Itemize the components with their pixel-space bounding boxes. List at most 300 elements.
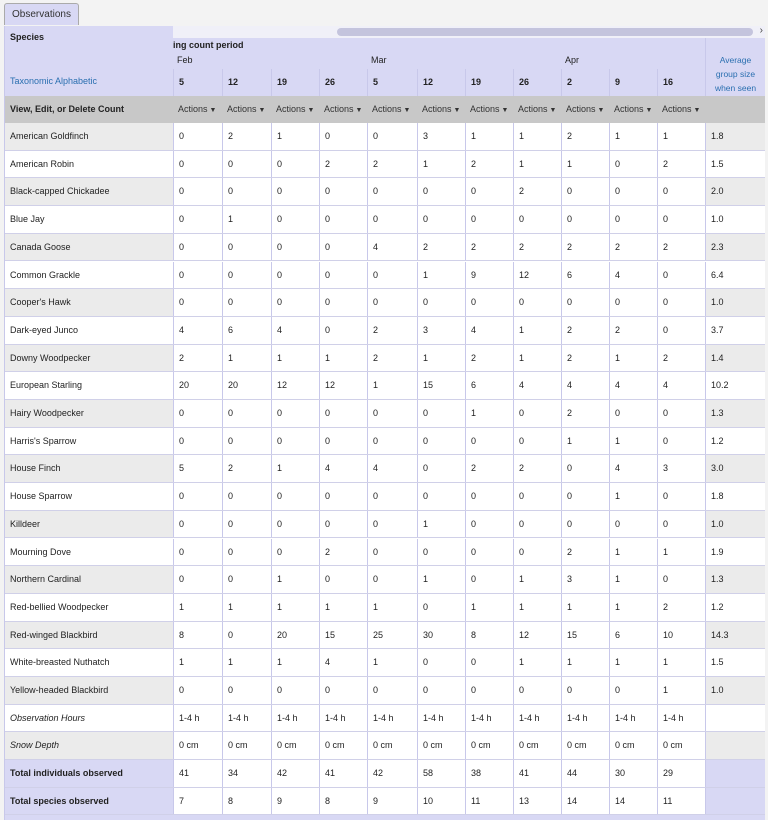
count-cell[interactable]: 1	[657, 649, 705, 676]
table-row	[5, 317, 765, 345]
count-cell: 1-4 h	[657, 705, 705, 732]
average-cell	[705, 732, 765, 759]
scrollbar-thumb[interactable]	[337, 28, 753, 36]
count-cell[interactable]: 1	[609, 649, 657, 676]
count-cell: 0 cm	[609, 732, 657, 759]
actions-dropdown[interactable]	[367, 96, 417, 123]
count-cell[interactable]: 15	[561, 622, 609, 649]
count-cell[interactable]: 1	[609, 345, 657, 372]
count-cell[interactable]: 0	[561, 677, 609, 704]
count-cell[interactable]: 1	[271, 123, 319, 150]
count-cell[interactable]: 0	[271, 428, 319, 455]
count-cell[interactable]: 0	[173, 151, 222, 178]
count-cell[interactable]: 12	[513, 262, 561, 289]
row-label: Mourning Dove	[5, 539, 173, 566]
count-cell[interactable]: 0	[465, 539, 513, 566]
count-cell[interactable]: 0	[271, 151, 319, 178]
count-cell[interactable]: 2	[319, 539, 367, 566]
count-cell: 44	[561, 760, 609, 787]
count-cell[interactable]: 0	[173, 428, 222, 455]
count-cell[interactable]: 0	[465, 677, 513, 704]
count-cell[interactable]: 1	[222, 649, 271, 676]
count-cell[interactable]: 1	[609, 483, 657, 510]
count-cell[interactable]: 0	[173, 123, 222, 150]
count-cell[interactable]: 1	[609, 594, 657, 621]
count-cell[interactable]: 0	[222, 151, 271, 178]
count-cell[interactable]: 0	[367, 483, 417, 510]
average-cell: 14.3	[705, 622, 765, 649]
count-cell[interactable]: 1	[465, 400, 513, 427]
count-cell[interactable]: 0	[609, 289, 657, 316]
count-cell[interactable]: 0	[465, 289, 513, 316]
row-label: Cooper's Hawk	[5, 289, 173, 316]
count-cell[interactable]: 0	[222, 289, 271, 316]
count-cell[interactable]: 0	[609, 400, 657, 427]
count-cell[interactable]: 2	[367, 317, 417, 344]
actions-dropdown[interactable]	[561, 96, 609, 123]
count-cell[interactable]: 0	[367, 566, 417, 593]
count-cell[interactable]: 1	[417, 566, 465, 593]
count-cell: 58	[417, 760, 465, 787]
count-cell[interactable]: 2	[222, 455, 271, 482]
count-cell[interactable]: 0	[367, 206, 417, 233]
count-cell[interactable]: 0	[271, 400, 319, 427]
count-cell[interactable]: 2	[609, 234, 657, 261]
count-cell[interactable]: 0	[513, 289, 561, 316]
count-cell[interactable]: 0	[417, 178, 465, 205]
count-cell[interactable]: 0	[465, 511, 513, 538]
average-cell: 2.0	[705, 178, 765, 205]
count-cell[interactable]: 2	[561, 345, 609, 372]
count-cell[interactable]: 0	[657, 483, 705, 510]
count-cell[interactable]: 1	[271, 594, 319, 621]
caret-down-icon: ▼	[549, 107, 557, 114]
count-cell[interactable]: 0	[609, 151, 657, 178]
count-cell: 34	[222, 760, 271, 787]
count-cell[interactable]: 2	[657, 345, 705, 372]
count-cell[interactable]: 0	[222, 428, 271, 455]
count-cell[interactable]: 0	[222, 511, 271, 538]
count-cell[interactable]: 2	[465, 345, 513, 372]
table-row	[5, 455, 765, 483]
count-cell[interactable]: 0	[657, 317, 705, 344]
table-row	[5, 511, 765, 539]
count-cell[interactable]: 0	[173, 539, 222, 566]
count-cell[interactable]: 1	[319, 594, 367, 621]
count-cell: 41	[319, 760, 367, 787]
row-label: Snow Depth	[5, 732, 173, 759]
count-cell[interactable]: 0	[513, 483, 561, 510]
count-cell[interactable]: 2	[513, 178, 561, 205]
count-cell[interactable]: 10	[657, 622, 705, 649]
actions-dropdown[interactable]	[609, 96, 657, 123]
count-cell: 0 cm	[173, 732, 222, 759]
count-cell[interactable]: 2	[367, 345, 417, 372]
count-cell[interactable]: 0	[367, 289, 417, 316]
count-cell[interactable]: 0	[657, 511, 705, 538]
count-cell[interactable]: 2	[465, 151, 513, 178]
count-cell[interactable]: 0	[222, 178, 271, 205]
count-cell[interactable]: 1	[417, 262, 465, 289]
count-cell[interactable]: 1	[367, 649, 417, 676]
count-cell[interactable]: 0	[222, 234, 271, 261]
count-cell[interactable]: 0	[465, 178, 513, 205]
month-label: Apr	[565, 55, 580, 65]
count-cell[interactable]: 1	[609, 428, 657, 455]
count-cell[interactable]: 0	[417, 594, 465, 621]
count-cell[interactable]: 2	[319, 151, 367, 178]
count-cell[interactable]: 12	[319, 372, 367, 399]
count-cell[interactable]: 0	[561, 483, 609, 510]
count-cell[interactable]: 4	[465, 317, 513, 344]
count-cell[interactable]: 2	[561, 539, 609, 566]
count-cell[interactable]: 0	[367, 428, 417, 455]
count-cell[interactable]: 0	[319, 483, 367, 510]
count-cell[interactable]: 1	[222, 206, 271, 233]
count-cell[interactable]: 1	[417, 345, 465, 372]
count-cell[interactable]: 1	[513, 123, 561, 150]
actions-dropdown[interactable]	[513, 96, 561, 123]
count-cell[interactable]: 1	[417, 151, 465, 178]
count-cell[interactable]: 2	[367, 151, 417, 178]
count-cell[interactable]: 0	[513, 539, 561, 566]
count-cell[interactable]: 0	[513, 400, 561, 427]
count-cell[interactable]: 1	[465, 594, 513, 621]
count-cell[interactable]: 1	[173, 594, 222, 621]
actions-dropdown[interactable]	[271, 96, 319, 123]
count-cell[interactable]: 2	[465, 455, 513, 482]
count-cell[interactable]: 0	[271, 262, 319, 289]
row-label: Yellow-headed Blackbird	[5, 677, 173, 704]
count-cell[interactable]: 0	[319, 428, 367, 455]
tab-observations[interactable]: Observations	[4, 3, 79, 25]
caret-down-icon: ▼	[453, 107, 461, 114]
count-cell[interactable]: 0	[173, 262, 222, 289]
count-cell[interactable]: 0	[561, 511, 609, 538]
count-cell[interactable]: 0	[222, 566, 271, 593]
count-cell[interactable]: 0	[319, 511, 367, 538]
count-cell[interactable]: 12	[271, 372, 319, 399]
count-cell[interactable]: 25	[367, 622, 417, 649]
day-header: 19	[271, 69, 319, 96]
count-cell[interactable]: 1	[657, 677, 705, 704]
count-cell[interactable]: 1	[222, 345, 271, 372]
count-cell[interactable]: 5	[173, 455, 222, 482]
scroll-right-arrow-icon[interactable]: ›	[759, 25, 763, 36]
count-cell[interactable]: 0	[222, 622, 271, 649]
count-cell[interactable]: 0	[367, 677, 417, 704]
count-cell[interactable]: 2	[657, 151, 705, 178]
count-cell[interactable]: 0	[271, 289, 319, 316]
count-cell: 1-4 h	[319, 705, 367, 732]
count-cell[interactable]: 15	[319, 622, 367, 649]
count-cell[interactable]: 15	[417, 372, 465, 399]
count-cell[interactable]: 3	[657, 455, 705, 482]
count-cell[interactable]: 0	[465, 566, 513, 593]
count-cell[interactable]: 0	[173, 234, 222, 261]
count-cell[interactable]: 30	[417, 622, 465, 649]
count-cell[interactable]: 4	[657, 372, 705, 399]
count-cell: 10	[417, 788, 465, 815]
actions-label: Actions	[276, 104, 306, 114]
count-cell[interactable]: 0	[173, 483, 222, 510]
count-cell[interactable]: 3	[561, 566, 609, 593]
average-cell: 1.0	[705, 511, 765, 538]
count-cell[interactable]: 2	[657, 594, 705, 621]
actions-dropdown[interactable]	[465, 96, 513, 123]
count-cell[interactable]: 8	[465, 622, 513, 649]
count-cell[interactable]: 4	[319, 455, 367, 482]
count-cell[interactable]: 0	[173, 511, 222, 538]
count-cell: 7	[173, 788, 222, 815]
count-cell[interactable]: 1	[513, 594, 561, 621]
count-cell[interactable]: 1	[513, 649, 561, 676]
count-cell[interactable]: 6	[465, 372, 513, 399]
count-cell[interactable]: 1	[657, 539, 705, 566]
count-cell[interactable]: 1	[561, 594, 609, 621]
count-cell[interactable]: 4	[173, 317, 222, 344]
count-cell[interactable]: 0	[173, 289, 222, 316]
row-label: Canada Goose	[5, 234, 173, 261]
count-cell[interactable]: 0	[319, 123, 367, 150]
count-cell[interactable]: 0	[609, 178, 657, 205]
count-cell[interactable]: 0	[609, 206, 657, 233]
count-cell[interactable]: 8	[173, 622, 222, 649]
count-cell: 30	[609, 760, 657, 787]
average-cell: 1.8	[705, 483, 765, 510]
count-cell[interactable]: 1	[513, 566, 561, 593]
count-cell[interactable]: 2	[561, 123, 609, 150]
count-cell: 1-4 h	[222, 705, 271, 732]
count-cell[interactable]: 6	[222, 317, 271, 344]
count-cell[interactable]: 4	[609, 372, 657, 399]
count-cell: 1-4 h	[417, 705, 465, 732]
count-cell[interactable]: 0	[319, 206, 367, 233]
count-cell[interactable]: 9	[465, 262, 513, 289]
count-cell[interactable]: 0	[367, 262, 417, 289]
count-cell[interactable]: 1	[513, 151, 561, 178]
row-label: European Starling	[5, 372, 173, 399]
count-cell[interactable]: 4	[513, 372, 561, 399]
count-cell[interactable]: 0	[465, 483, 513, 510]
count-cell[interactable]: 20	[173, 372, 222, 399]
count-cell[interactable]: 0	[465, 649, 513, 676]
count-cell[interactable]: 0	[609, 511, 657, 538]
count-cell[interactable]: 0	[173, 566, 222, 593]
count-cell[interactable]: 0	[271, 178, 319, 205]
day-header: 2	[561, 69, 609, 96]
count-cell[interactable]: 1	[271, 345, 319, 372]
count-cell[interactable]: 0	[319, 400, 367, 427]
count-cell[interactable]: 0	[561, 206, 609, 233]
count-cell[interactable]: 0	[417, 428, 465, 455]
count-cell[interactable]: 0	[367, 511, 417, 538]
row-label: White-breasted Nuthatch	[5, 649, 173, 676]
count-cell[interactable]: 20	[271, 622, 319, 649]
caret-down-icon: ▼	[693, 107, 701, 114]
count-cell[interactable]: 0	[657, 428, 705, 455]
count-cell[interactable]: 1	[271, 455, 319, 482]
count-cell[interactable]: 1	[367, 594, 417, 621]
count-cell[interactable]: 0	[319, 262, 367, 289]
count-cell[interactable]: 2	[417, 234, 465, 261]
count-cell[interactable]: 0	[222, 539, 271, 566]
count-cell[interactable]: 0	[465, 428, 513, 455]
month-label: Mar	[371, 55, 387, 65]
count-cell[interactable]: 0	[417, 677, 465, 704]
count-cell[interactable]: 0	[173, 677, 222, 704]
average-cell: 1.5	[705, 151, 765, 178]
count-cell[interactable]: 1	[367, 372, 417, 399]
actions-label: Actions	[518, 104, 548, 114]
count-cell[interactable]: 0	[513, 206, 561, 233]
count-cell[interactable]: 0	[222, 677, 271, 704]
count-cell[interactable]: 4	[561, 372, 609, 399]
count-cell[interactable]: 0	[319, 178, 367, 205]
count-cell[interactable]: 0	[417, 539, 465, 566]
count-cell[interactable]: 4	[367, 234, 417, 261]
count-cell[interactable]: 0	[513, 428, 561, 455]
count-cell[interactable]: 0	[657, 206, 705, 233]
table-row	[5, 151, 765, 179]
count-cell[interactable]: 1	[657, 123, 705, 150]
count-cell[interactable]: 0	[513, 511, 561, 538]
count-cell[interactable]: 0	[417, 649, 465, 676]
caret-down-icon: ▼	[645, 107, 653, 114]
count-cell[interactable]: 0	[367, 123, 417, 150]
count-cell[interactable]: 0	[417, 455, 465, 482]
count-cell[interactable]: 0	[173, 206, 222, 233]
count-cell[interactable]: 1	[609, 566, 657, 593]
count-cell: 1-4 h	[465, 705, 513, 732]
count-cell[interactable]: 1	[417, 511, 465, 538]
count-cell: 0 cm	[367, 732, 417, 759]
count-cell[interactable]: 0	[319, 289, 367, 316]
count-cell[interactable]: 0	[513, 677, 561, 704]
count-cell[interactable]: 3	[417, 317, 465, 344]
count-cell[interactable]: 6	[609, 622, 657, 649]
count-cell[interactable]: 0	[222, 262, 271, 289]
count-cell[interactable]: 0	[417, 483, 465, 510]
actions-dropdown[interactable]	[173, 96, 222, 123]
count-cell[interactable]: 1	[173, 649, 222, 676]
count-cell[interactable]: 1	[319, 345, 367, 372]
count-cell[interactable]: 12	[513, 622, 561, 649]
count-cell[interactable]: 2	[609, 317, 657, 344]
count-cell[interactable]: 0	[561, 455, 609, 482]
count-cell[interactable]: 0	[271, 511, 319, 538]
count-cell[interactable]: 0	[222, 400, 271, 427]
count-cell[interactable]: 1	[609, 123, 657, 150]
count-cell[interactable]: 0	[222, 483, 271, 510]
count-cell[interactable]: 2	[561, 234, 609, 261]
count-cell[interactable]: 0	[561, 289, 609, 316]
count-cell[interactable]: 0	[417, 206, 465, 233]
count-cell[interactable]: 0	[367, 178, 417, 205]
count-cell[interactable]: 4	[609, 262, 657, 289]
count-cell[interactable]: 2	[465, 234, 513, 261]
count-cell[interactable]: 2	[561, 317, 609, 344]
count-cell[interactable]: 2	[513, 455, 561, 482]
count-cell[interactable]: 2	[513, 234, 561, 261]
count-cell[interactable]: 0	[271, 677, 319, 704]
count-cell[interactable]: 0	[561, 178, 609, 205]
caret-down-icon: ▼	[501, 107, 509, 114]
count-cell[interactable]: 4	[367, 455, 417, 482]
count-cell: 0 cm	[657, 732, 705, 759]
count-cell[interactable]: 1	[609, 539, 657, 566]
count-cell[interactable]: 2	[657, 234, 705, 261]
count-cell[interactable]: 1	[561, 428, 609, 455]
count-cell[interactable]: 1	[271, 649, 319, 676]
count-cell[interactable]: 1	[222, 594, 271, 621]
table-row	[5, 178, 765, 206]
count-cell[interactable]: 1	[561, 649, 609, 676]
count-cell: 42	[367, 760, 417, 787]
count-cell[interactable]: 0	[657, 566, 705, 593]
actions-dropdown[interactable]	[319, 96, 367, 123]
count-cell[interactable]: 4	[319, 649, 367, 676]
average-group-size-header[interactable]	[705, 38, 765, 96]
count-cell[interactable]: 2	[173, 345, 222, 372]
count-cell: 1-4 h	[173, 705, 222, 732]
count-cell[interactable]: 0	[657, 178, 705, 205]
average-cell: 10.2	[705, 372, 765, 399]
count-cell[interactable]: 1	[465, 123, 513, 150]
count-cell[interactable]: 2	[222, 123, 271, 150]
count-cell[interactable]: 0	[657, 289, 705, 316]
count-cell[interactable]: 1	[561, 151, 609, 178]
count-cell[interactable]: 1	[513, 317, 561, 344]
count-cell[interactable]: 4	[609, 455, 657, 482]
count-cell[interactable]: 0	[367, 539, 417, 566]
observations-grid	[4, 26, 765, 820]
count-cell[interactable]: 0	[271, 206, 319, 233]
count-cell[interactable]: 0	[271, 483, 319, 510]
count-cell[interactable]: 0	[319, 566, 367, 593]
count-cell[interactable]: 2	[561, 400, 609, 427]
actions-dropdown[interactable]	[222, 96, 271, 123]
count-cell[interactable]: 6	[561, 262, 609, 289]
taxonomic-sort-link[interactable]: Taxonomic Alphabetic	[10, 76, 98, 86]
count-cell[interactable]: 0	[173, 178, 222, 205]
caret-down-icon: ▼	[403, 107, 411, 114]
count-cell[interactable]: 0	[271, 539, 319, 566]
count-cell[interactable]: 3	[417, 123, 465, 150]
count-cell[interactable]: 1	[513, 345, 561, 372]
count-cell[interactable]: 0	[319, 677, 367, 704]
actions-dropdown[interactable]	[657, 96, 705, 123]
count-cell[interactable]: 0	[319, 317, 367, 344]
count-cell[interactable]: 0	[657, 262, 705, 289]
day-header: 5	[367, 69, 417, 96]
row-label: Red-winged Blackbird	[5, 622, 173, 649]
count-cell[interactable]: 0	[417, 289, 465, 316]
count-cell[interactable]: 0	[367, 400, 417, 427]
actions-dropdown[interactable]	[417, 96, 465, 123]
count-cell[interactable]: 0	[319, 234, 367, 261]
count-cell[interactable]: 4	[271, 317, 319, 344]
count-cell: 0 cm	[561, 732, 609, 759]
count-cell[interactable]: 0	[657, 400, 705, 427]
count-cell[interactable]: 0	[173, 400, 222, 427]
count-cell[interactable]: 20	[222, 372, 271, 399]
count-cell[interactable]: 0	[271, 234, 319, 261]
count-cell[interactable]: 0	[609, 677, 657, 704]
count-cell[interactable]: 0	[465, 206, 513, 233]
count-cell[interactable]: 1	[271, 566, 319, 593]
count-cell[interactable]: 0	[417, 400, 465, 427]
